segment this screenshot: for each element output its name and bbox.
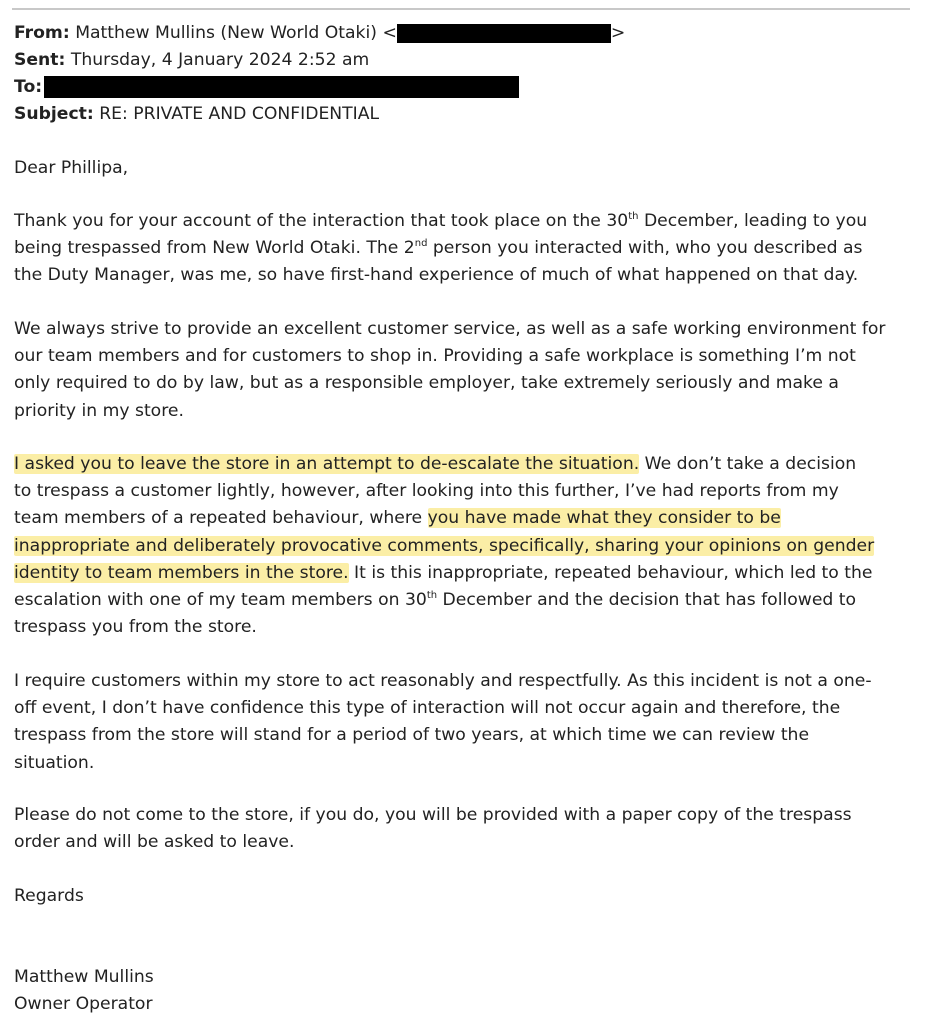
p3-line-3: [14, 505, 924, 532]
p3-line-5: [14, 560, 924, 587]
p3-text: team members of a repeated behaviour, where: [14, 508, 428, 529]
p4-line-2: off event, I don’t have confidence this type of interaction will not occur again and therefore, the: [14, 698, 841, 719]
from-label: From:: [14, 23, 70, 43]
paragraph-1: [14, 208, 924, 290]
p3-line-2: to trespass a customer lightly, however, after looking into this further, I’ve had reports from my: [14, 481, 839, 502]
p1-line-3: the Duty Manager, was me, so have first-hand experience of much of what happened on that day.: [14, 265, 859, 286]
paragraph-3: [14, 451, 924, 641]
p1-text: December, leading to you: [638, 211, 868, 231]
p3-line-6: [14, 587, 924, 614]
p4-line-3: trespass from the store will stand for a period of two years, at which time we can review the: [14, 725, 810, 746]
highlighted-text: I asked you to leave the store in an attempt to de-escalate the situation.: [14, 454, 640, 474]
p4-line-1: I require customers within my store to act reasonably and respectfully. As this incident is not a one-: [14, 671, 872, 691]
p3-text: escalation with one of my team members on 30: [14, 590, 427, 611]
from-close: >: [610, 23, 626, 43]
p1-text: Thank you for your account of the interaction that took place on the 30: [14, 211, 629, 231]
p1-line-2: [14, 235, 924, 262]
closing-text: Regards: [14, 886, 84, 906]
p4-line-4: situation.: [14, 752, 95, 773]
sent-value: Thursday, 4 January 2024 2:52 am: [70, 50, 370, 70]
closing: [14, 883, 924, 910]
p2-line-1: We always strive to provide an excellent customer service, as well as a safe working environment for: [14, 319, 886, 339]
p1-line-1: [14, 208, 924, 235]
p1-text: person you interacted with, who you described as: [427, 238, 863, 259]
p3-text: December and the decision that has followed to: [437, 590, 857, 611]
p5-line-2: order and will be asked to leave.: [14, 832, 295, 853]
paragraph-2: [14, 316, 924, 425]
signature-name: Matthew Mullins: [14, 967, 154, 987]
p2-line-2: our team members and for customers to shop in. Providing a safe workplace is something I’m not: [14, 346, 856, 367]
greeting-text: Dear Phillipa,: [14, 158, 129, 178]
p3-line-7: trespass you from the store.: [14, 617, 257, 638]
p5-line-1: Please do not come to the store, if you do, you will be provided with a paper copy of the trespass: [14, 805, 852, 825]
p3-line-1: [14, 451, 924, 478]
signature: [14, 964, 924, 1018]
p3-text: We don’t take a decision: [639, 454, 857, 474]
p2-line-4: priority in my store.: [14, 400, 184, 421]
ordinal-suffix: nd: [414, 238, 428, 250]
p1-text: being trespassed from New World Otaki. The 2: [14, 238, 415, 259]
ordinal-suffix: th: [426, 590, 438, 602]
highlighted-text: inappropriate and deliberately provocative comments, specifically, sharing your opinions on gender: [14, 535, 875, 556]
sent-line: [14, 47, 369, 74]
p2-line-3: only required to do by law, but as a responsible employer, take extremely seriously and make a: [14, 373, 839, 394]
highlighted-text: identity to team members in the store.: [14, 562, 349, 583]
highlighted-text: you have made what they consider to be: [427, 508, 781, 529]
subject-line: [14, 101, 379, 128]
subject-label: Subject:: [14, 104, 94, 124]
paragraph-4: [14, 668, 924, 777]
ordinal-suffix: th: [628, 211, 639, 222]
top-divider: [12, 8, 910, 10]
signature-title: Owner Operator: [14, 994, 153, 1015]
to-label: To:: [14, 77, 43, 97]
from-line: [14, 20, 625, 47]
p3-text: It is this inappropriate, repeated behaviour, which led to the: [348, 562, 873, 583]
sent-label: Sent:: [14, 50, 66, 70]
paragraph-5: [14, 802, 924, 856]
subject-value: RE: PRIVATE AND CONFIDENTIAL: [99, 104, 380, 124]
to-line: [14, 74, 519, 101]
greeting: [14, 155, 924, 182]
from-value: Matthew Mullins (New World Otaki) <: [75, 23, 397, 43]
redacted-email: [397, 24, 611, 43]
redacted-recipient: [44, 76, 519, 98]
p3-line-4: [14, 533, 924, 560]
